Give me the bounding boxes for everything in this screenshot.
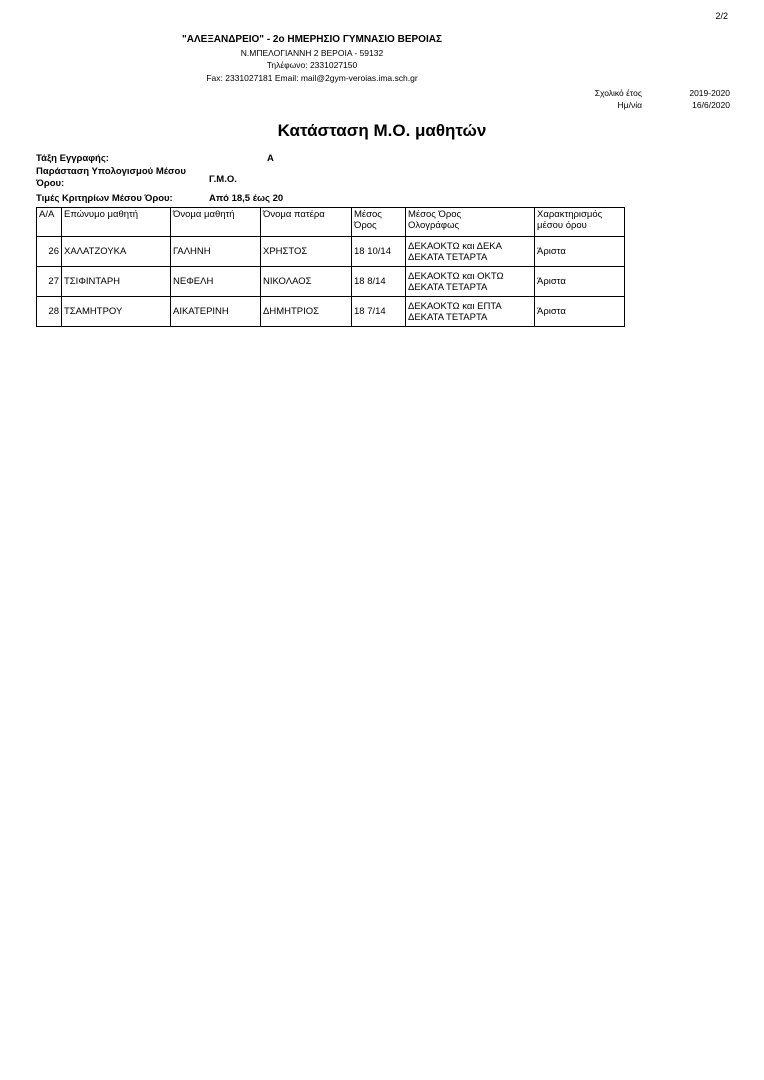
cell-name: ΝΕΦΕΛΗ — [171, 267, 261, 297]
cell-average-words-line1: ΔΕΚΑΟΚΤΩ και ΔΕΚΑ — [408, 240, 502, 252]
cell-average-words-line2: ΔΕΚΑΤΑ ΤΕΤΑΡΤΑ — [408, 251, 488, 263]
cell-aa: 26 — [37, 237, 62, 267]
cell-name: ΓΑΛΗΝΗ — [171, 237, 261, 267]
header-aa: Α/Α — [37, 208, 62, 237]
cell-aa: 28 — [37, 297, 62, 327]
range-label: Τιμές Κριτηρίων Μέσου Όρου: — [36, 193, 173, 204]
cell-average-words-line2: ΔΕΚΑΤΑ ΤΕΤΑΡΤΑ — [408, 311, 488, 323]
table-row — [37, 267, 625, 297]
document-title: Κατάσταση Μ.Ο. μαθητών — [277, 121, 487, 140]
cell-surname: ΧΑΛΑΤΖΟΥΚΑ — [62, 237, 171, 267]
cell-average: 18 10/14 — [352, 237, 406, 267]
cell-surname: ΤΣΑΜΗΤΡΟΥ — [62, 297, 171, 327]
students-table — [36, 207, 625, 327]
calc-value: Γ.Μ.Ο. — [209, 174, 237, 185]
cell-characterization: Άριστα — [535, 297, 625, 327]
header-average-line1: Μέσος — [354, 209, 382, 220]
class-label: Τάξη Εγγραφής: — [36, 153, 109, 164]
school-year-row — [560, 87, 730, 99]
calc-label-line1: Παράσταση Υπολογισμού Μέσου — [36, 166, 186, 177]
header-average-line2: Όρος — [354, 220, 377, 231]
calc-label-line2: Όρου: — [36, 178, 65, 189]
class-value: Α — [267, 153, 274, 164]
cell-average-words — [406, 297, 535, 327]
cell-aa: 27 — [37, 267, 62, 297]
school-phone: Τηλέφωνο: 2331027150 — [266, 60, 358, 70]
date-value: 16/6/2020 — [692, 100, 730, 110]
school-address: Ν.ΜΠΕΛΟΓΙΑΝΝΗ 2 ΒΕΡΟΙΑ - 59132 — [240, 47, 384, 58]
cell-father: ΝΙΚΟΛΑΟΣ — [261, 267, 352, 297]
header-average-words-line1: Μέσος Όρος — [408, 209, 462, 220]
table-row — [37, 237, 625, 267]
header-characterization-line2: μέσου όρου — [537, 220, 587, 231]
cell-average-words-line1: ΔΕΚΑΟΚΤΩ και ΟΚΤΩ — [408, 270, 504, 282]
header-average — [352, 208, 406, 237]
header-surname: Επώνυμο μαθητή — [62, 208, 171, 237]
cell-average-words-line2: ΔΕΚΑΤΑ ΤΕΤΑΡΤΑ — [408, 281, 488, 293]
school-year-value: 2019-2020 — [689, 88, 730, 98]
page-number: 2/2 — [715, 11, 728, 21]
cell-average: 18 8/14 — [352, 267, 406, 297]
school-header — [170, 34, 454, 84]
cell-characterization: Άριστα — [535, 267, 625, 297]
school-name: "ΑΛΕΞΑΝΔΡΕΙΟ" - 2ο ΗΜΕΡΗΣΙΟ ΓΥΜΝΑΣΙΟ ΒΕΡΟΙΑΣ — [182, 34, 442, 45]
cell-average-words — [406, 267, 535, 297]
cell-father: ΧΡΗΣΤΟΣ — [261, 237, 352, 267]
cell-name: ΑΙΚΑΤΕΡΙΝΗ — [171, 297, 261, 327]
table-row — [37, 297, 625, 327]
table-header-row — [37, 208, 625, 237]
header-characterization — [535, 208, 625, 237]
cell-father: ΔΗΜΗΤΡΙΟΣ — [261, 297, 352, 327]
header-father: Όνομα πατέρα — [261, 208, 352, 237]
school-year-label: Σχολικό έτος — [594, 88, 642, 98]
cell-characterization: Άριστα — [535, 237, 625, 267]
date-label: Ημ/νία — [617, 100, 642, 110]
school-fax-email: Fax: 2331027181 Email: mail@2gym-veroias.ima.sch.gr — [206, 72, 418, 83]
header-average-words-line2: Ολογράφως — [408, 220, 460, 231]
header-name: Όνομα μαθητή — [171, 208, 261, 237]
cell-average-words-line1: ΔΕΚΑΟΚΤΩ και ΕΠΤΑ — [408, 300, 502, 312]
cell-surname: ΤΣΙΦΙΝΤΑΡΗ — [62, 267, 171, 297]
header-average-words — [406, 208, 535, 237]
header-characterization-line1: Χαρακτηρισμός — [537, 209, 603, 220]
date-row — [560, 99, 730, 111]
range-value: Από 18,5 έως 20 — [209, 193, 284, 204]
document-meta — [560, 87, 730, 111]
cell-average: 18 7/14 — [352, 297, 406, 327]
cell-average-words — [406, 237, 535, 267]
